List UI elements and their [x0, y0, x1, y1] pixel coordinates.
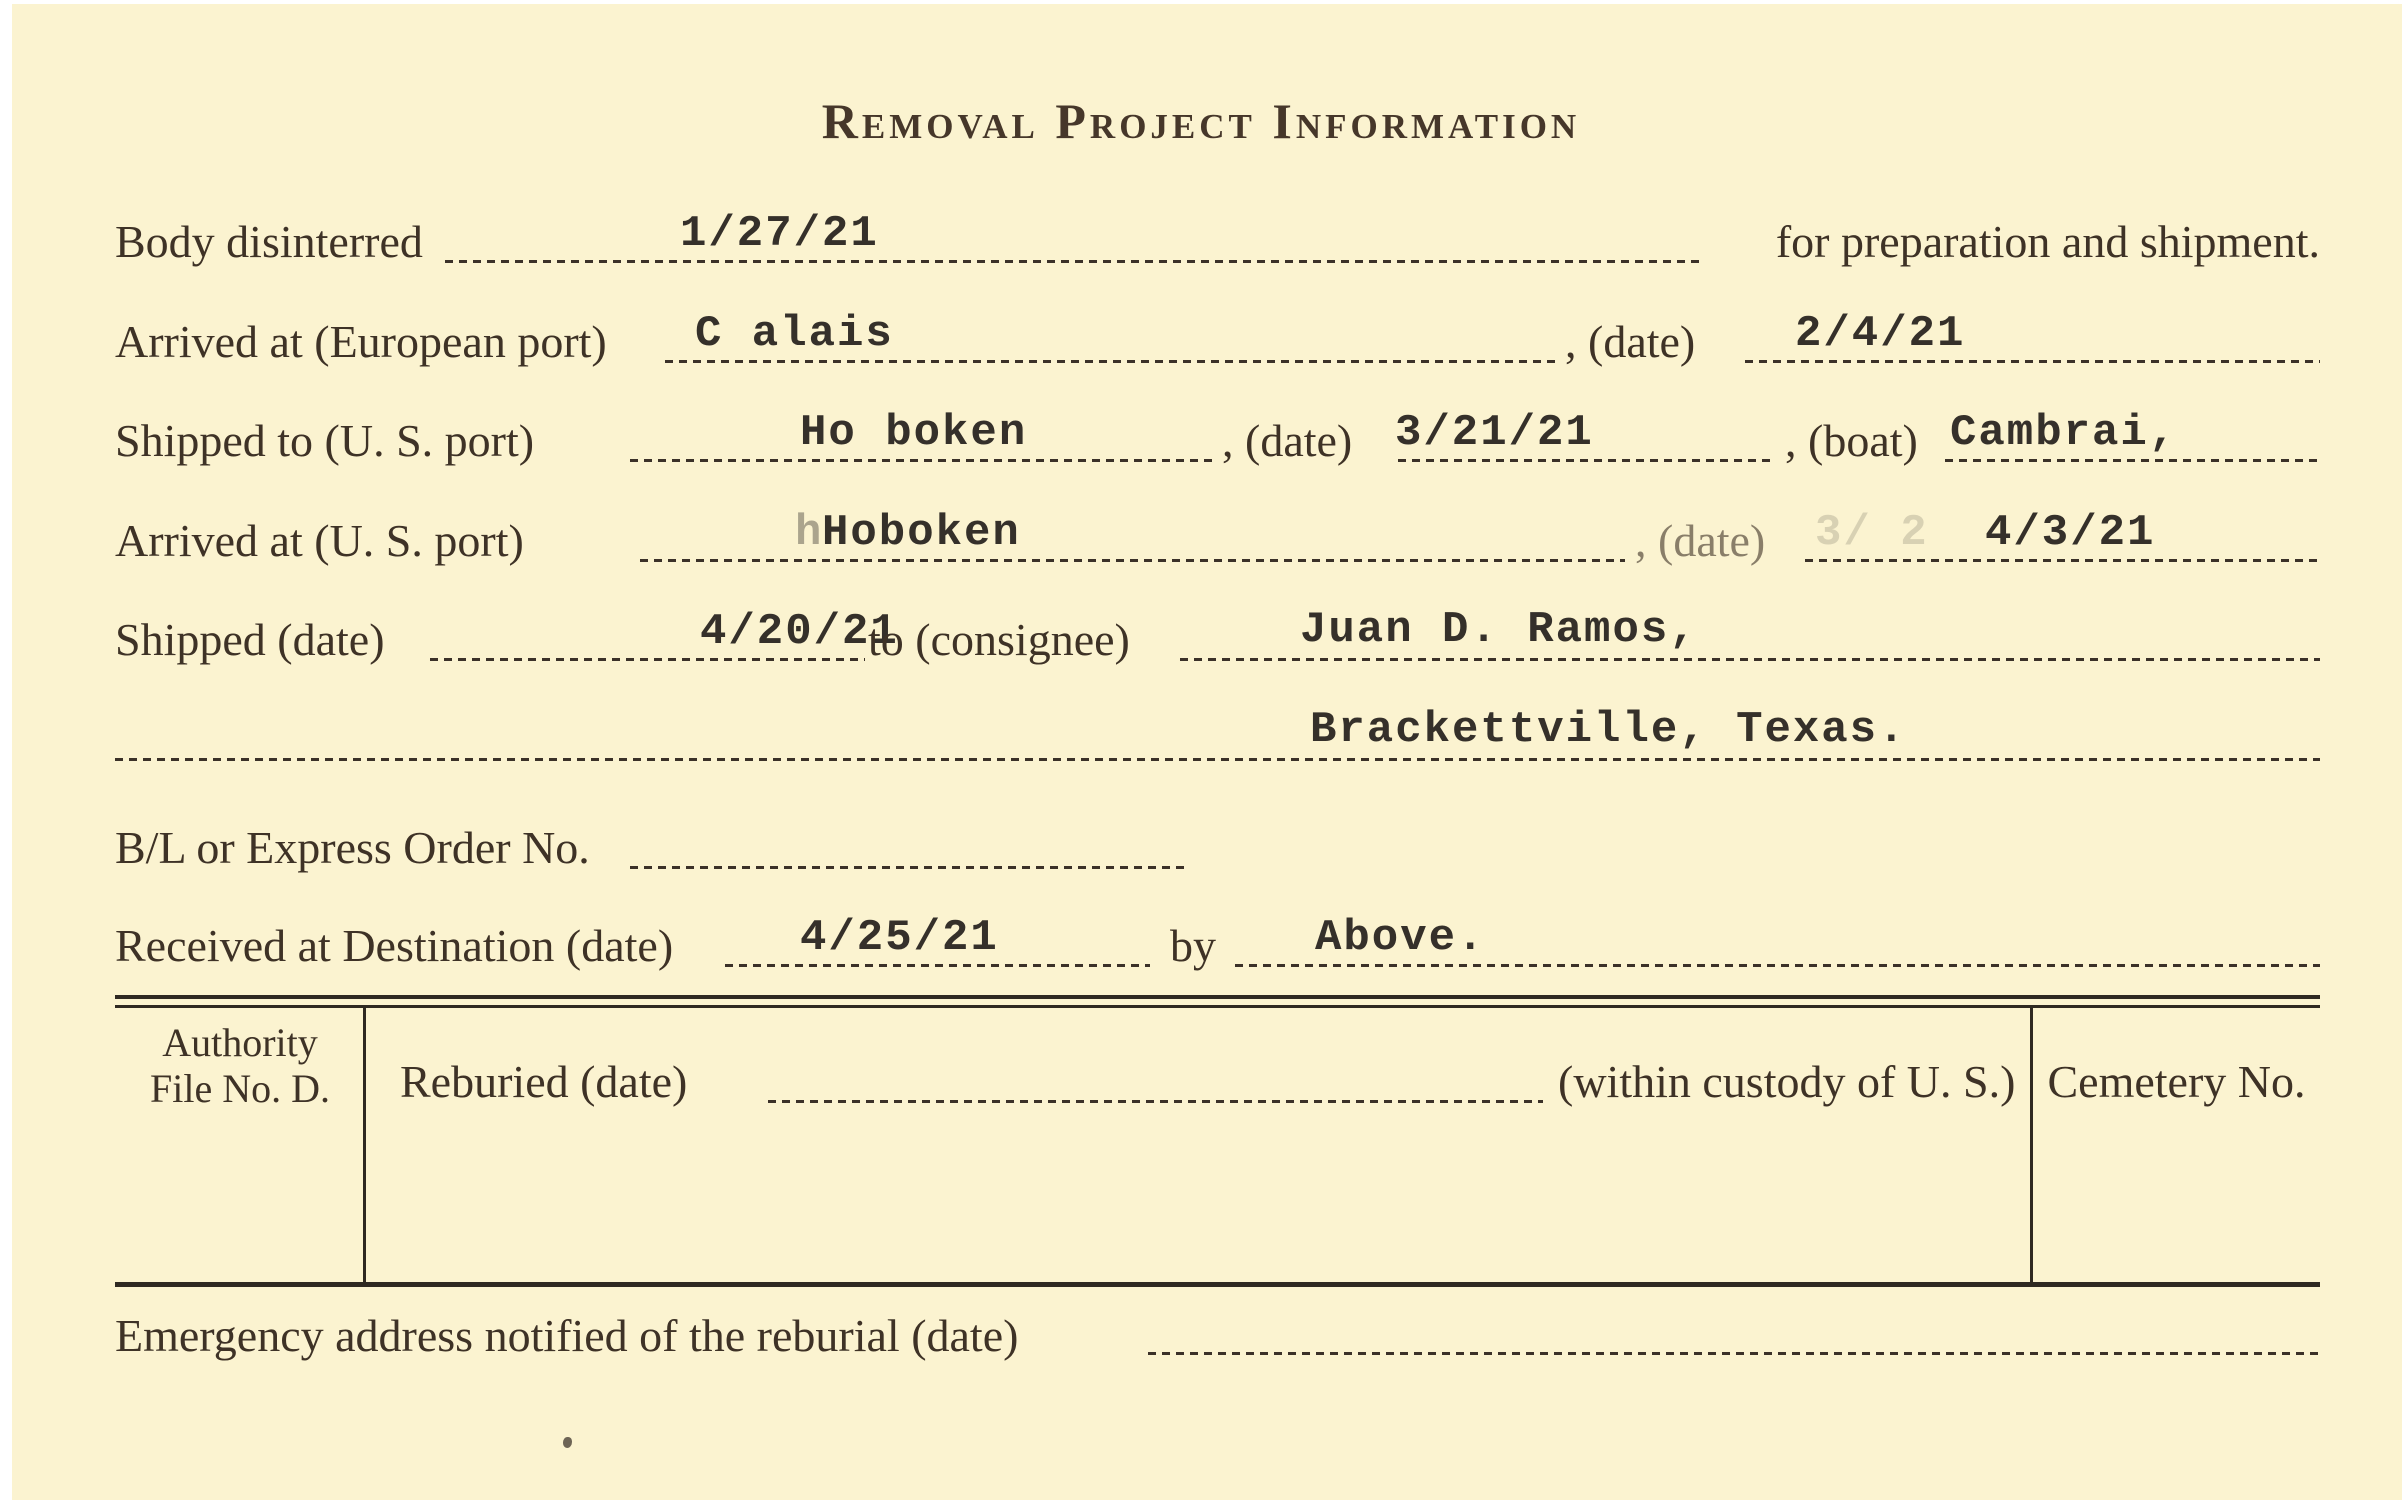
table-divider-right	[2030, 1008, 2033, 1286]
arrived-us-date-ghost: 3/ 2	[1815, 508, 1929, 558]
reburied-date-line	[768, 1100, 1543, 1103]
authority-header-line1: Authority	[162, 1020, 318, 1065]
arrived-us-port-value: Hoboken	[822, 508, 1021, 558]
arrived-us-port-label: Arrived at (U. S. port)	[115, 515, 524, 566]
received-by-label: by	[1170, 920, 1216, 971]
body-disinterred-value: 1/27/21	[680, 209, 879, 259]
arrived-european-value: C alais	[695, 309, 894, 359]
arrived-european-date-line	[1745, 360, 2320, 363]
arrived-european-label: Arrived at (European port)	[115, 316, 607, 367]
table-bottom-rule	[115, 1282, 2320, 1287]
received-destination-line	[725, 964, 1150, 967]
body-disinterred-label: Body disinterred	[115, 216, 423, 267]
arrived-us-port-line	[640, 559, 1625, 562]
page-title: Removal Project Information	[821, 93, 1581, 149]
cemetery-no-header: Cemetery No.	[2047, 1056, 2306, 1107]
arrived-european-line	[665, 360, 1560, 363]
consignee-address-value: Brackettville, Texas.	[1310, 705, 1907, 755]
shipped-date-value: 4/20/21	[700, 607, 899, 657]
consignee-address-line	[115, 758, 2320, 761]
emergency-address-label: Emergency address notified of the reburial (date)	[115, 1310, 1019, 1361]
body-disinterred-line	[445, 260, 1705, 263]
table-top-double-rule	[115, 995, 2320, 1008]
received-destination-label: Received at Destination (date)	[115, 920, 674, 971]
shipped-us-boat-value: Cambrai,	[1950, 408, 2178, 458]
authority-header-line2: File No. D.	[150, 1066, 330, 1111]
consignee-label: to (consignee)	[868, 614, 1130, 665]
preparation-shipment-text: for preparation and shipment.	[1775, 216, 2320, 267]
shipped-us-port-line	[630, 459, 1218, 462]
shipped-us-date-label: , (date)	[1222, 415, 1353, 466]
arrived-european-date-label: , (date)	[1565, 316, 1696, 367]
received-by-value: Above.	[1315, 913, 1486, 963]
shipped-date-line	[430, 658, 865, 661]
shipped-us-date-line	[1398, 459, 1776, 462]
bl-express-order-line	[630, 866, 1185, 869]
shipped-date-label: Shipped (date)	[115, 614, 385, 665]
shipped-us-boat-line	[1945, 459, 2320, 462]
consignee-line	[1180, 658, 2320, 661]
reburied-date-label: Reburied (date)	[400, 1056, 688, 1107]
emergency-address-line	[1148, 1352, 2320, 1355]
shipped-us-date-value: 3/21/21	[1395, 408, 1594, 458]
custody-label: (within custody of U. S.)	[1558, 1056, 2016, 1107]
shipped-us-port-value: Ho boken	[800, 408, 1028, 458]
shipped-us-boat-label: , (boat)	[1785, 415, 1918, 466]
arrived-us-port-ghost: h	[795, 508, 824, 558]
arrived-us-date-label: , (date)	[1635, 515, 1766, 566]
bl-express-order-label: B/L or Express Order No.	[115, 822, 590, 873]
received-destination-value: 4/25/21	[800, 913, 999, 963]
consignee-value: Juan D. Ramos,	[1300, 605, 1698, 655]
arrived-us-date-value: 4/3/21	[1985, 508, 2156, 558]
shipped-us-port-label: Shipped to (U. S. port)	[115, 415, 535, 466]
arrived-us-date-line	[1805, 559, 2320, 562]
received-by-line	[1235, 964, 2320, 967]
arrived-european-date-value: 2/4/21	[1795, 309, 1966, 359]
